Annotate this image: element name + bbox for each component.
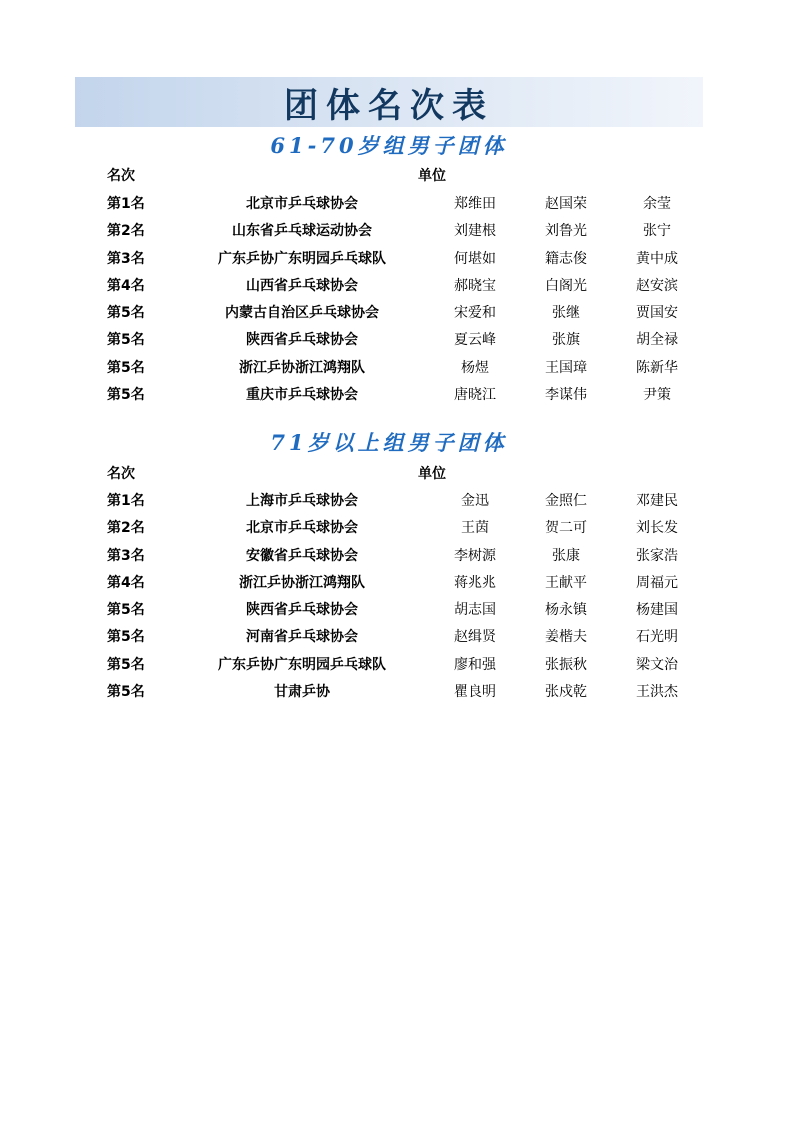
- rank-cell: 第2名: [107, 520, 145, 537]
- player-cell: 王国璋: [545, 359, 587, 376]
- table-row: [0, 626, 794, 653]
- player-cell: 王洪杰: [636, 684, 678, 701]
- unit-cell: 重庆市乒乓球协会: [246, 387, 358, 404]
- unit-cell: 山东省乒乓球运动协会: [232, 223, 372, 240]
- player-cell: 金迅: [461, 493, 489, 509]
- unit-cell: 甘肃乒协: [274, 684, 330, 701]
- rank-cell: 第1名: [107, 493, 145, 509]
- player-cell: 张家浩: [636, 547, 678, 564]
- player-cell: 白阁光: [545, 277, 587, 294]
- player-cell: 杨建国: [636, 602, 678, 619]
- rank-cell: 第5名: [107, 387, 145, 404]
- unit-cell: 河南省乒乓球协会: [246, 629, 358, 646]
- table-header: [0, 463, 794, 483]
- table-row: [0, 275, 794, 302]
- player-cell: 石光明: [636, 629, 678, 646]
- rank-header: 名次: [107, 168, 135, 184]
- player-cell: 邓建民: [636, 493, 678, 509]
- player-cell: 梁文治: [636, 656, 678, 673]
- player-cell: 蒋兆兆: [454, 574, 496, 591]
- player-cell: 杨永镇: [545, 602, 587, 619]
- rank-cell: 第5名: [107, 629, 145, 646]
- unit-cell: 山西省乒乓球协会: [246, 277, 358, 294]
- player-cell: 郑维田: [454, 196, 496, 212]
- unit-cell: 陕西省乒乓球协会: [246, 332, 358, 349]
- section-title-61-70: 61-70岁组男子团体: [270, 133, 508, 158]
- player-cell: 赵安滨: [636, 277, 678, 294]
- rank-cell: 第3名: [107, 250, 145, 267]
- rank-header: 名次: [107, 466, 135, 482]
- player-cell: 廖和强: [454, 656, 496, 673]
- player-cell: 郝晓宝: [454, 277, 496, 294]
- player-cell: 唐晓江: [454, 387, 496, 404]
- table-row: [0, 220, 794, 247]
- player-cell: 尹策: [643, 387, 671, 404]
- table-row: [0, 599, 794, 626]
- player-cell: 金照仁: [545, 493, 587, 509]
- table-row: [0, 248, 794, 275]
- player-cell: 李树源: [454, 547, 496, 564]
- player-cell: 黄中成: [636, 250, 678, 267]
- player-cell: 刘建根: [454, 223, 496, 240]
- rank-cell: 第5名: [107, 305, 145, 322]
- table-row: [0, 517, 794, 544]
- unit-cell: 广东乒协广东明园乒乓球队: [218, 656, 386, 673]
- table-row: [0, 545, 794, 572]
- table-row: [0, 681, 794, 708]
- unit-header: 单位: [418, 168, 446, 184]
- player-cell: 贾国安: [636, 305, 678, 322]
- rank-cell: 第3名: [107, 547, 145, 564]
- player-cell: 张旗: [552, 332, 580, 349]
- page-title: 团体名次表: [284, 85, 494, 126]
- player-cell: 何堪如: [454, 250, 496, 267]
- results-table-71-plus: [0, 490, 794, 708]
- rank-cell: 第5名: [107, 684, 145, 701]
- player-cell: 李谋伟: [545, 387, 587, 404]
- rank-cell: 第5名: [107, 602, 145, 619]
- player-cell: 贺二可: [545, 520, 587, 537]
- player-cell: 刘鲁光: [545, 223, 587, 240]
- table-row: [0, 357, 794, 384]
- table-row: [0, 384, 794, 411]
- rank-cell: 第2名: [107, 223, 145, 240]
- player-cell: 胡全禄: [636, 332, 678, 349]
- player-cell: 张振秋: [545, 656, 587, 673]
- section-title-71-plus: 71岁以上组男子团体: [270, 430, 508, 455]
- unit-cell: 陕西省乒乓球协会: [246, 602, 358, 619]
- player-cell: 刘长发: [636, 520, 678, 537]
- player-cell: 张继: [552, 305, 580, 322]
- player-cell: 张戍乾: [545, 684, 587, 701]
- player-cell: 杨煜: [461, 359, 489, 376]
- player-cell: 余莹: [643, 196, 671, 212]
- table-row: [0, 572, 794, 599]
- unit-cell: 浙江乒协浙江鸿翔队: [239, 574, 365, 591]
- table-row: [0, 490, 794, 517]
- unit-cell: 广东乒协广东明园乒乓球队: [218, 250, 386, 267]
- rank-cell: 第4名: [107, 574, 145, 591]
- player-cell: 周福元: [636, 574, 678, 591]
- unit-cell: 浙江乒协浙江鸿翔队: [239, 359, 365, 376]
- player-cell: 张康: [552, 547, 580, 564]
- player-cell: 陈新华: [636, 359, 678, 376]
- rank-cell: 第5名: [107, 656, 145, 673]
- player-cell: 胡志国: [454, 602, 496, 619]
- table-row: [0, 302, 794, 329]
- table-row: [0, 193, 794, 220]
- unit-header: 单位: [418, 466, 446, 482]
- rank-cell: 第1名: [107, 196, 145, 212]
- player-cell: 张宁: [643, 223, 671, 240]
- player-cell: 王茵: [461, 520, 489, 537]
- results-table-61-70: [0, 193, 794, 411]
- unit-cell: 内蒙古自治区乒乓球协会: [225, 305, 379, 322]
- table-row: [0, 329, 794, 356]
- title-banner: [75, 77, 703, 127]
- unit-cell: 北京市乒乓球协会: [246, 196, 358, 212]
- unit-cell: 上海市乒乓球协会: [246, 493, 358, 509]
- table-header: [0, 165, 794, 185]
- rank-cell: 第5名: [107, 359, 145, 376]
- unit-cell: 安徽省乒乓球协会: [246, 547, 358, 564]
- table-row: [0, 654, 794, 681]
- player-cell: 赵缉贤: [454, 629, 496, 646]
- unit-cell: 北京市乒乓球协会: [246, 520, 358, 537]
- rank-cell: 第4名: [107, 277, 145, 294]
- rank-cell: 第5名: [107, 332, 145, 349]
- player-cell: 籍志俊: [545, 250, 587, 267]
- player-cell: 瞿良明: [454, 684, 496, 701]
- player-cell: 姜楷夫: [545, 629, 587, 646]
- player-cell: 夏云峰: [454, 332, 496, 349]
- player-cell: 宋爱和: [454, 305, 496, 322]
- player-cell: 赵国荣: [545, 196, 587, 212]
- player-cell: 王献平: [545, 574, 587, 591]
